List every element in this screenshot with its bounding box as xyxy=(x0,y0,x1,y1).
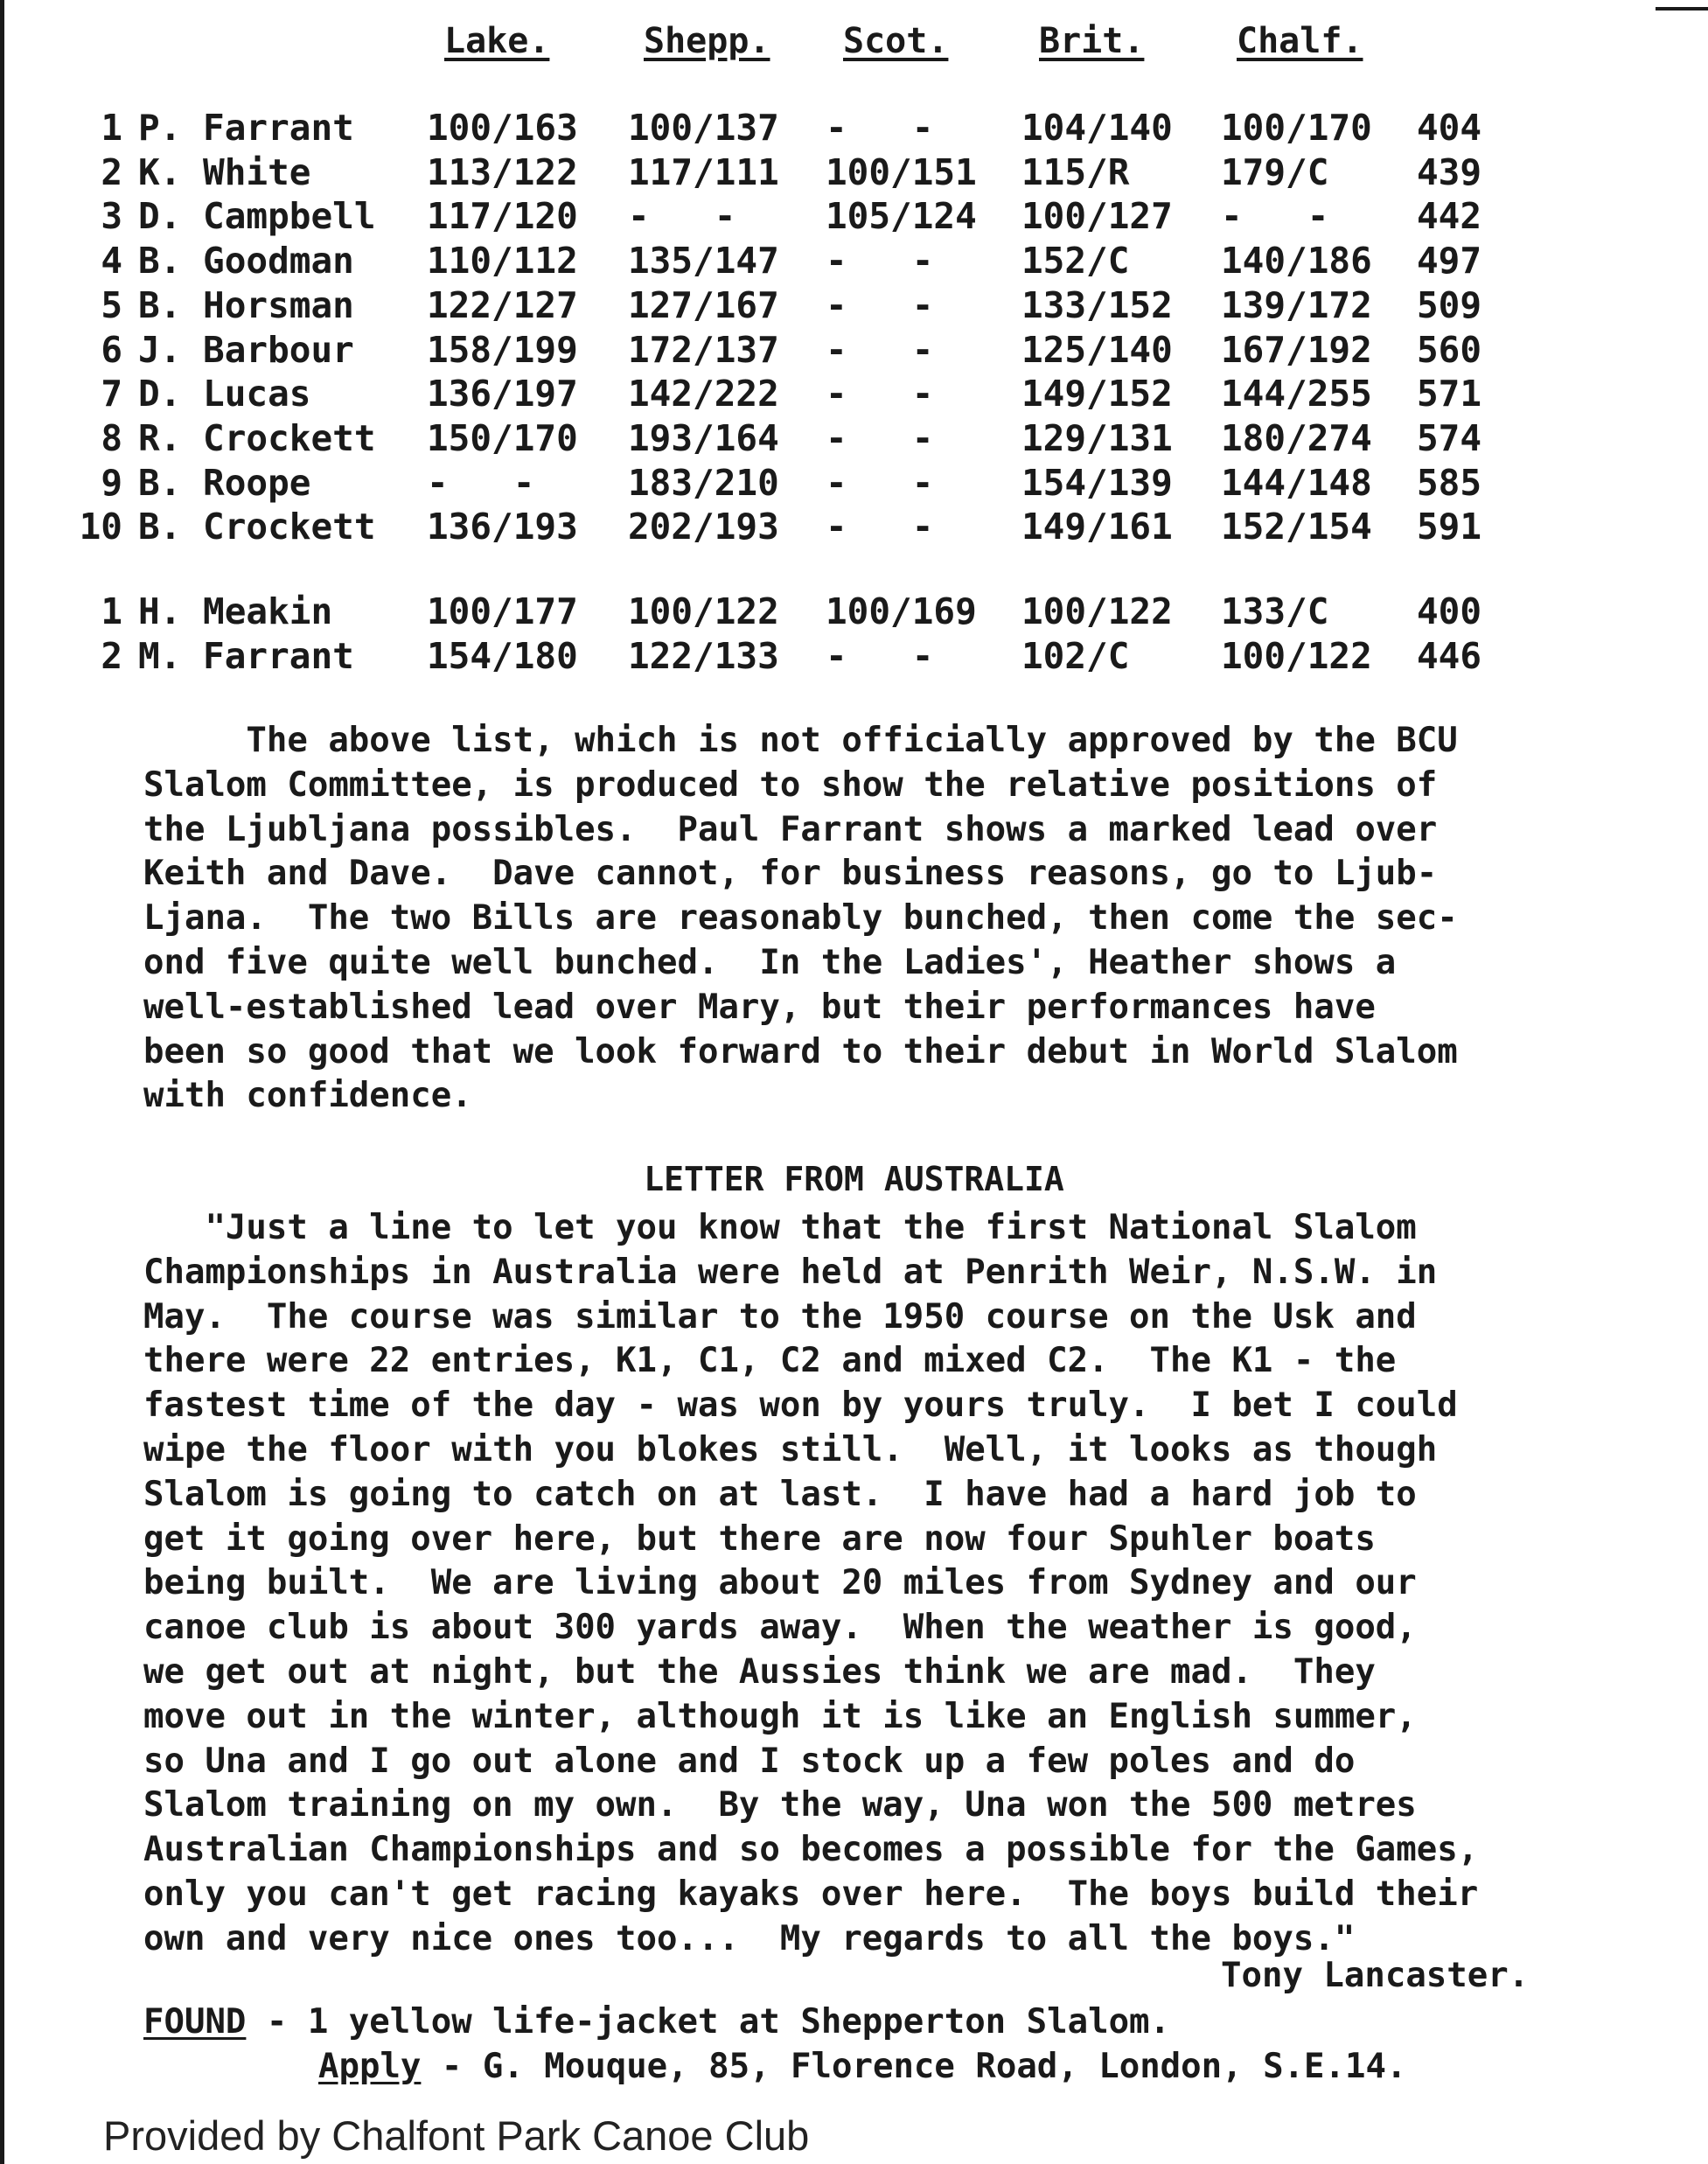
row-number: 7 xyxy=(101,373,122,415)
row-number: 10 xyxy=(79,506,122,548)
header-scot: Scot. xyxy=(843,21,949,61)
score-brit: 149/161 xyxy=(1021,506,1173,548)
score-shepp: 193/164 xyxy=(628,416,779,459)
score-lake: - - xyxy=(427,461,535,504)
score-brit: 104/140 xyxy=(1021,107,1173,149)
competitor-name: K. White xyxy=(138,150,311,193)
score-scot: - - xyxy=(826,107,934,149)
found-notice xyxy=(143,2002,1170,2042)
score-shepp: 117/111 xyxy=(628,150,779,193)
found-text: - 1 yellow life-jacket at Shepperton Slalom. xyxy=(246,2002,1171,2042)
score-lake: 100/163 xyxy=(427,107,578,149)
score-total: 585 xyxy=(1417,461,1482,504)
score-lake: 110/112 xyxy=(427,240,578,283)
score-lake: 150/170 xyxy=(427,416,578,459)
score-chalf: 140/186 xyxy=(1221,240,1372,283)
letter-signature: Tony Lancaster. xyxy=(1221,1956,1530,1995)
competitor-name: M. Farrant xyxy=(138,634,354,677)
score-total: 446 xyxy=(1417,634,1482,677)
score-total: 509 xyxy=(1417,283,1482,326)
score-shepp: 142/222 xyxy=(628,373,779,415)
row-number: 1 xyxy=(101,590,122,632)
competitor-name: D. Campbell xyxy=(138,195,376,238)
score-total: 591 xyxy=(1417,506,1482,548)
score-shepp: 127/167 xyxy=(628,283,779,326)
scan-edge xyxy=(0,0,4,2164)
score-total: 442 xyxy=(1417,195,1482,238)
score-total: 574 xyxy=(1417,416,1482,459)
score-chalf: - - xyxy=(1221,195,1329,238)
row-number: 6 xyxy=(101,328,122,371)
score-shepp: 202/193 xyxy=(628,506,779,548)
score-chalf: 152/154 xyxy=(1221,506,1372,548)
score-shepp: 122/133 xyxy=(628,634,779,677)
row-number: 4 xyxy=(101,240,122,283)
score-brit: 102/C xyxy=(1021,634,1130,677)
score-total: 439 xyxy=(1417,150,1482,193)
scan-mark xyxy=(1656,7,1708,10)
row-number: 2 xyxy=(101,150,122,193)
score-shepp: 135/147 xyxy=(628,240,779,283)
score-scot: 100/151 xyxy=(826,150,977,193)
score-brit: 129/131 xyxy=(1021,416,1173,459)
score-brit: 125/140 xyxy=(1021,328,1173,371)
competitor-name: B. Crockett xyxy=(138,506,376,548)
score-brit: 115/R xyxy=(1021,150,1130,193)
score-scot: 100/169 xyxy=(826,590,977,632)
score-total: 560 xyxy=(1417,328,1482,371)
score-lake: 158/199 xyxy=(427,328,578,371)
score-brit: 133/152 xyxy=(1021,283,1173,326)
header-shepp: Shepp. xyxy=(644,21,770,61)
header-chalf: Chalf. xyxy=(1237,21,1363,61)
score-scot: - - xyxy=(826,416,934,459)
provenance-footer: Provided by Chalfont Park Canoe Club xyxy=(103,2112,810,2159)
score-scot: - - xyxy=(826,461,934,504)
competitor-name: B. Goodman xyxy=(138,240,354,283)
competitor-name: H. Meakin xyxy=(138,590,333,632)
score-lake: 100/177 xyxy=(427,590,578,632)
apply-text: - G. Mouque, 85, Florence Road, London, S.E.14. xyxy=(421,2047,1407,2086)
score-chalf: 139/172 xyxy=(1221,283,1372,326)
score-total: 400 xyxy=(1417,590,1482,632)
score-shepp: 100/122 xyxy=(628,590,779,632)
row-number: 2 xyxy=(101,634,122,677)
score-chalf: 100/170 xyxy=(1221,107,1372,149)
score-lake: 154/180 xyxy=(427,634,578,677)
found-label: FOUND xyxy=(143,2002,247,2042)
score-chalf: 144/255 xyxy=(1221,373,1372,415)
competitor-name: B. Roope xyxy=(138,461,311,504)
score-total: 571 xyxy=(1417,373,1482,415)
row-number: 1 xyxy=(101,107,122,149)
score-total: 497 xyxy=(1417,240,1482,283)
header-brit: Brit. xyxy=(1039,21,1145,61)
competitor-name: P. Farrant xyxy=(138,107,354,149)
score-shepp: - - xyxy=(628,195,736,238)
row-number: 9 xyxy=(101,461,122,504)
letter-body: "Just a line to let you know that the first National Slalom Championships in Australia were held at Penrith Weir, N.S.W. in May. The course was similar to the 1950 course on the Usk and there were 22 entries, K1, C1, C2 and mixed C2. The K1 - the fastest time of the day - was won by yours truly. I bet I could wipe the floor with you blokes still. Well, it looks as though Slalom is going to catch on at last. I have had a hard job to get it going over here, but there are now four Spuhler boats being built. We are living about 20 miles from Sydney and our canoe club is about 300 yards away. When the weather is good, we get out at night, but the Aussies think we are mad. They move out in the winter, although it is like an English summer, so Una and I go out alone and I stock up a few poles and do Slalom training on my own. By the way, Una won the 500 metres Australian Championships and so becomes a possible for the Games, only you can't get racing kayaks over here. The boys build their own and very nice ones too... My regards to all the boys." xyxy=(143,1208,1479,1958)
score-brit: 100/122 xyxy=(1021,590,1173,632)
score-chalf: 133/C xyxy=(1221,590,1329,632)
apply-notice xyxy=(318,2047,1406,2086)
competitor-name: D. Lucas xyxy=(138,373,311,415)
apply-label: Apply xyxy=(318,2047,422,2086)
score-chalf: 180/274 xyxy=(1221,416,1372,459)
score-scot: - - xyxy=(826,328,934,371)
score-scot: - - xyxy=(826,506,934,548)
score-shepp: 100/137 xyxy=(628,107,779,149)
score-chalf: 144/148 xyxy=(1221,461,1372,504)
score-shepp: 172/137 xyxy=(628,328,779,371)
score-lake: 113/122 xyxy=(427,150,578,193)
score-chalf: 100/122 xyxy=(1221,634,1372,677)
score-scot: 105/124 xyxy=(826,195,977,238)
commentary-paragraph: The above list, which is not officially approved by the BCU Slalom Committee, is produced to show the relative positions of the Ljubljana possibles. Paul Farrant shows a marked lead over Keith and Dave. Dave cannot, for business reasons, go to Ljub- Ljana. The two Bills are reasonably bunched, then come the sec- ond five quite well bunched. In the Ladies', Heather shows a well-established lead over Mary, but their performances have been so good that we look forward to their debut in World Slalom with confidence. xyxy=(143,721,1458,1116)
score-brit: 152/C xyxy=(1021,240,1130,283)
score-scot: - - xyxy=(826,373,934,415)
row-number: 8 xyxy=(101,416,122,459)
header-lake: Lake. xyxy=(444,21,550,61)
score-chalf: 179/C xyxy=(1221,150,1329,193)
competitor-name: B. Horsman xyxy=(138,283,354,326)
score-scot: - - xyxy=(826,283,934,326)
score-brit: 149/152 xyxy=(1021,373,1173,415)
competitor-name: R. Crockett xyxy=(138,416,376,459)
score-lake: 136/197 xyxy=(427,373,578,415)
score-scot: - - xyxy=(826,634,934,677)
score-chalf: 167/192 xyxy=(1221,328,1372,371)
score-lake: 117/120 xyxy=(427,195,578,238)
score-brit: 100/127 xyxy=(1021,195,1173,238)
letter-heading: LETTER FROM AUSTRALIA xyxy=(644,1160,1064,1198)
score-shepp: 183/210 xyxy=(628,461,779,504)
row-number: 3 xyxy=(101,195,122,238)
competitor-name: J. Barbour xyxy=(138,328,354,371)
row-number: 5 xyxy=(101,283,122,326)
score-total: 404 xyxy=(1417,107,1482,149)
score-brit: 154/139 xyxy=(1021,461,1173,504)
score-scot: - - xyxy=(826,240,934,283)
score-lake: 136/193 xyxy=(427,506,578,548)
score-lake: 122/127 xyxy=(427,283,578,326)
